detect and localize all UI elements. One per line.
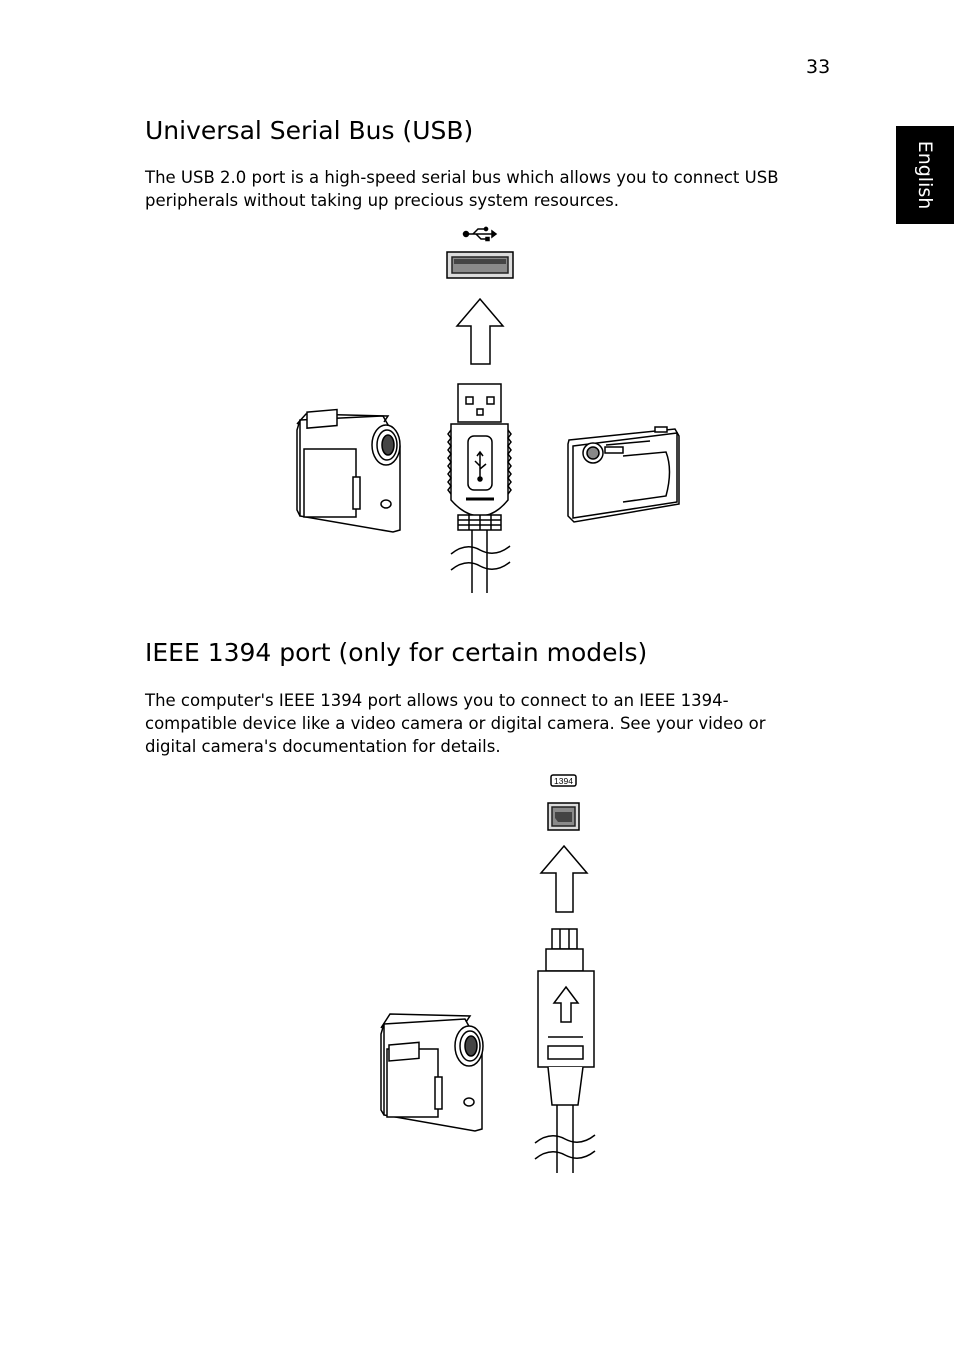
usb-section-heading: Universal Serial Bus (USB) xyxy=(145,116,474,145)
ieee1394-port-icon xyxy=(548,803,579,830)
up-arrow-icon xyxy=(541,846,587,912)
ieee1394-port-label: 1394 xyxy=(554,776,573,786)
page-number: 33 xyxy=(806,56,831,78)
usb-section-body: The USB 2.0 port is a high-speed serial bus which allows you to connect USB peripherals without taking up precious system resources. xyxy=(145,168,779,210)
ieee1394-label-icon xyxy=(551,775,576,786)
language-tab-label: English xyxy=(914,140,936,210)
video-camera-icon xyxy=(381,1014,483,1131)
firewire-plug-icon xyxy=(535,929,595,1173)
ieee1394-section-body: The computer's IEEE 1394 port allows you to connect to an IEEE 1394-compatible device like a video camera or digital camera. See your video or digital camera's documentation for details. xyxy=(145,691,766,756)
ieee1394-section-heading: IEEE 1394 port (only for certain models) xyxy=(145,638,648,667)
